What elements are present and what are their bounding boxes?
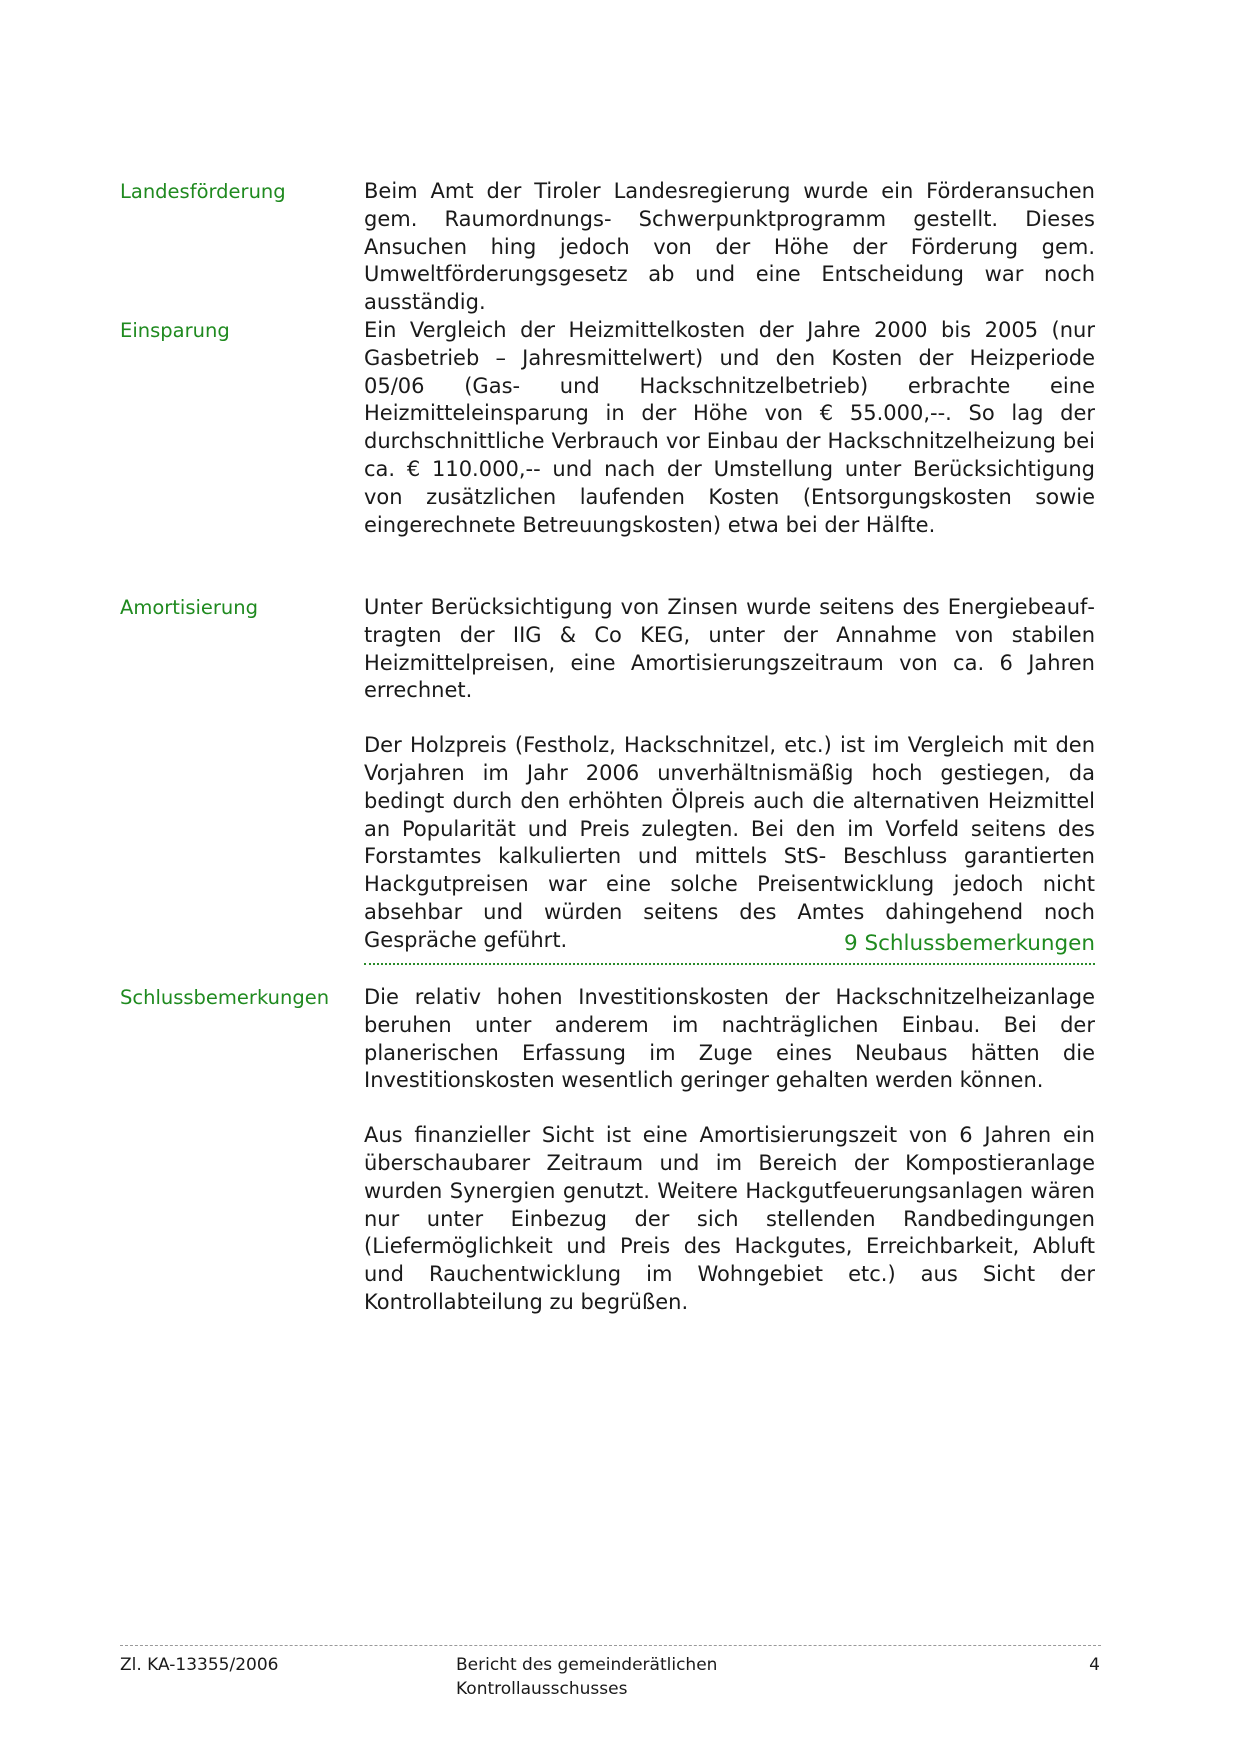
paragraph: Unter Berücksichtigung von Zinsen wurde seitens des Energiebeauftragten der IIG & Co KEG, unter der Annahme von stabilen Heizmittelpreisen, eine Amortisierungszeitraum von ca. 6 Jahren errechnet.	[364, 595, 1095, 703]
paragraph: Aus finanzieller Sicht ist eine Amortisierungszeit von 6 Jahren ein überschaubarer Zeitraum und im Bereich der Kompostieranlage wurden Synergien genutzt. Weitere Hackgutfeuerungsanlagen wären nur unter Einbezug der sich stellenden Randbedingungen (Liefermöglichkeit und Preis des Hackgutes, Erreichbarkeit, Abluft und Rauchentwicklung im Wohngebiet etc.) aus Sicht der Kontrollabteilung zu begrüßen.	[364, 1123, 1095, 1314]
section-body	[364, 594, 1095, 955]
margin-label: Landesförderung	[120, 180, 286, 203]
section-body	[364, 178, 1095, 317]
margin-label: Schlussbemerkungen	[120, 986, 330, 1009]
footer-title: Bericht des gemeinderätlichen Kontrollausschusses	[456, 1655, 718, 1699]
section-heading	[364, 927, 1095, 965]
paragraph: Die relativ hohen Investitionskosten der Hackschnitzelheizanlage beruhen unter anderem im nachträglichen Einbau. Bei der planerischen Erfassung im Zuge eines Neubaus hätten die Investitionskosten wesentlich geringer gehalten werden können.	[364, 985, 1095, 1093]
margin-label: Amortisierung	[120, 596, 259, 619]
footer-reference: Zl. KA-13355/2006	[120, 1655, 279, 1675]
paragraph: Beim Amt der Tiroler Landesregierung wurde ein Förderansuchen gem. Raumordnungs- Schwerpunktprogramm gestellt. Dieses Ansuchen hing jedoch von der Höhe der Förderung gem. Umweltförderungsgesetz ab und eine Entscheidung war noch ausständig.	[364, 179, 1095, 315]
paragraph: Der Holzpreis (Festholz, Hackschnitzel, etc.) ist im Vergleich mit den Vorjahren im Jahr 2006 unverhältnismäßig hoch gestiegen, da bedingt durch den erhöhten Ölpreis auch die alternativen Heizmittel an Popularität und Preis zulegten. Bei den im Vorfeld seitens des Forstamtes kalkulierten und mittels StS- Beschluss garantierten Hackgutpreisen war eine solche Preisentwicklung jedoch nicht absehbar und würden seitens des Amtes dahingehend noch Gespräche geführt.	[364, 733, 1095, 952]
page-number: 4	[1089, 1655, 1100, 1675]
section-heading-text: 9 Schlussbemerkungen	[843, 931, 1095, 956]
paragraph: Ein Vergleich der Heizmittelkosten der Jahre 2000 bis 2005 (nur Gasbetrieb – Jahresmittelwert) und den Kosten der Heizperiode 05/06 (Gas- und Hackschnitzelbetrieb) erbrachte eine Heizmitteleinsparung in der Höhe von € 55.000,--. So lag der durchschnittliche Verbrauch vor Einbau der Hackschnitzelheizung bei ca. € 110.000,-- und nach der Umstellung unter Berücksichtigung von zusätzlichen laufenden Kosten (Entsorgungskosten sowie eingerechnete Betreuungskosten) etwa bei der Hälfte.	[364, 318, 1095, 537]
footer-divider	[120, 1645, 1101, 1646]
margin-label: Einsparung	[120, 319, 230, 342]
section-body	[364, 984, 1095, 1317]
section-body	[364, 317, 1095, 539]
